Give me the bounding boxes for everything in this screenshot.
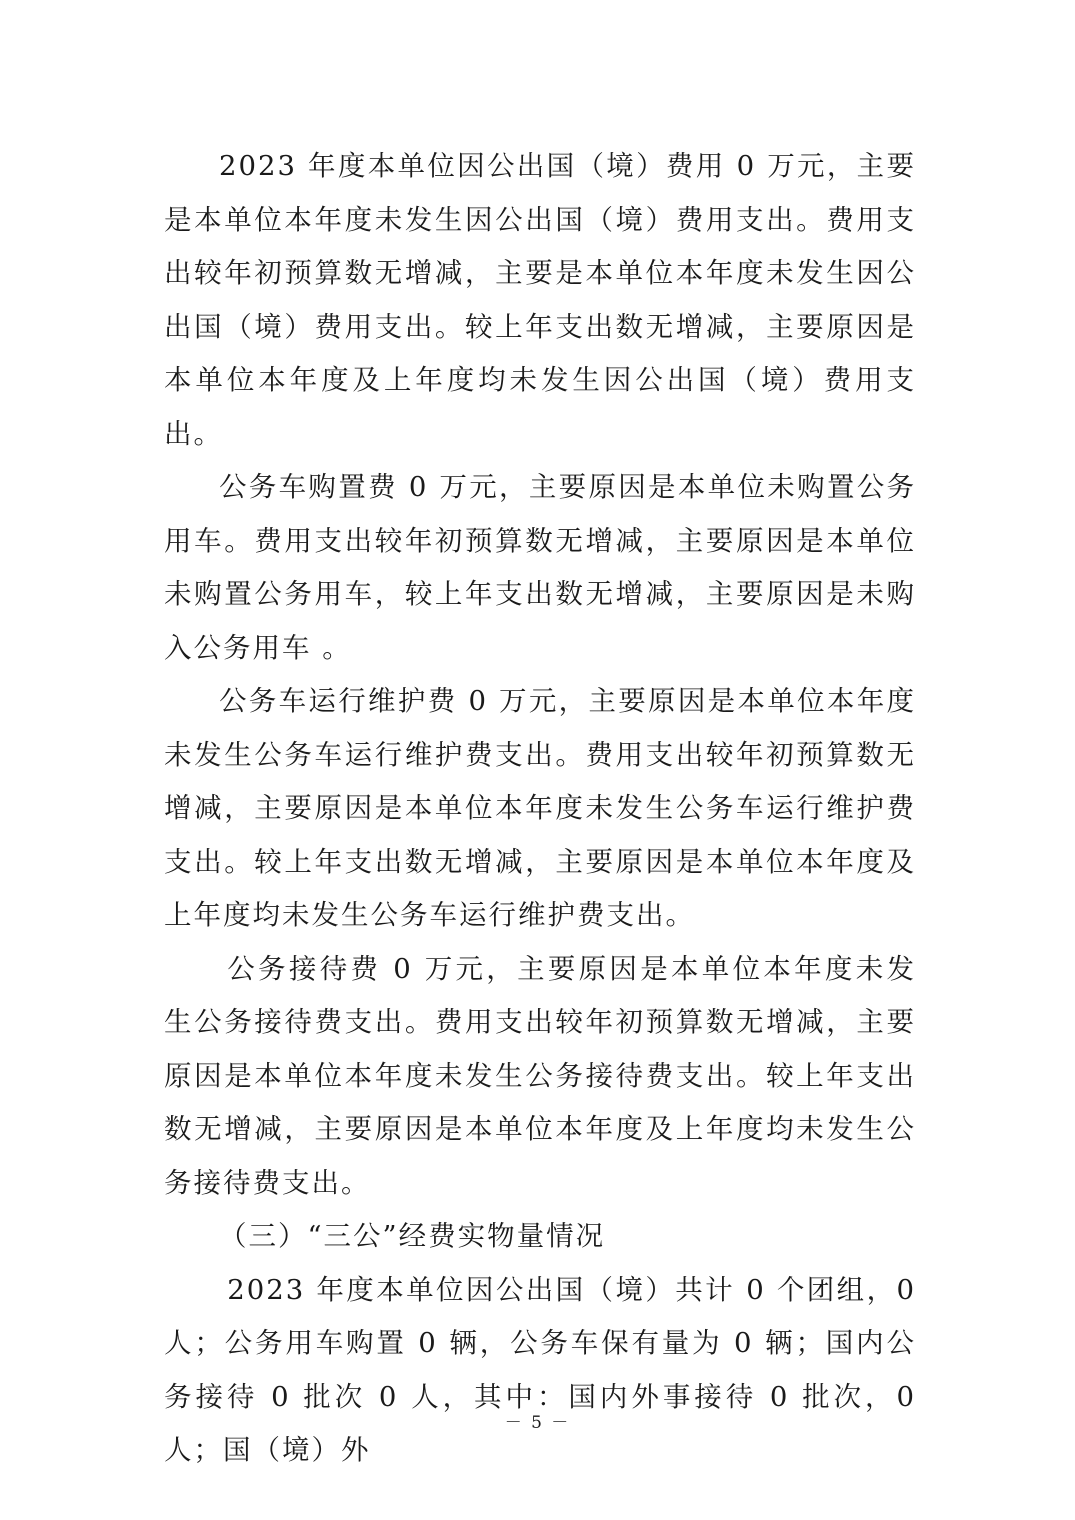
- section-heading: （三）“三公”经费实物量情况: [219, 1220, 606, 1252]
- paragraph-reception: 公务接待费 0 万元，主要原因是本单位本年度未发生公务接待费支出。费用支出较年初预算数无增减，主要原因是本单位本年度未发生公务接待费支出。较上年支出数无增减，主要原因是本单位本年度及上年度均未发生公务接待费支出。: [164, 952, 916, 1199]
- paragraph-overseas-travel: 2023 年度本单位因公出国（境）费用 0 万元，主要是本单位本年度未发生因公出国（境）费用支出。费用支出较年初预算数无增减，主要是本单位本年度未发生因公出国（境）费用支出。较上年支出数无增减，主要原因是本单位本年度及上年度均未发生因公出国（境）费用支出。: [164, 150, 916, 450]
- document-body: [164, 140, 916, 1478]
- page-number: － 5 －: [504, 1413, 571, 1433]
- paragraph-vehicle-maintenance: 公务车运行维护费 0 万元，主要原因是本单位本年度未发生公务车运行维护费支出。费用支出较年初预算数无增减，主要原因是本单位本年度未发生公务车运行维护费支出。较上年支出数无增减，主要原因是本单位本年度及上年度均未发生公务车运行维护费支出。: [164, 685, 916, 931]
- paragraph-physical-quantity: 2023 年度本单位因公出国（境）共计 0 个团组，0 人；公务用车购置 0 辆，公务车保有量为 0 辆；国内公务接待 0 批次 0 人，其中：国内外事接待 0 批次，0 人；国（境）外: [164, 1273, 916, 1466]
- paragraph-vehicle-purchase: 公务车购置费 0 万元，主要原因是本单位未购置公务用车。费用支出较年初预算数无增减，主要原因是本单位未购置公务用车，较上年支出数无增减，主要原因是未购入公务用车 。: [164, 471, 916, 664]
